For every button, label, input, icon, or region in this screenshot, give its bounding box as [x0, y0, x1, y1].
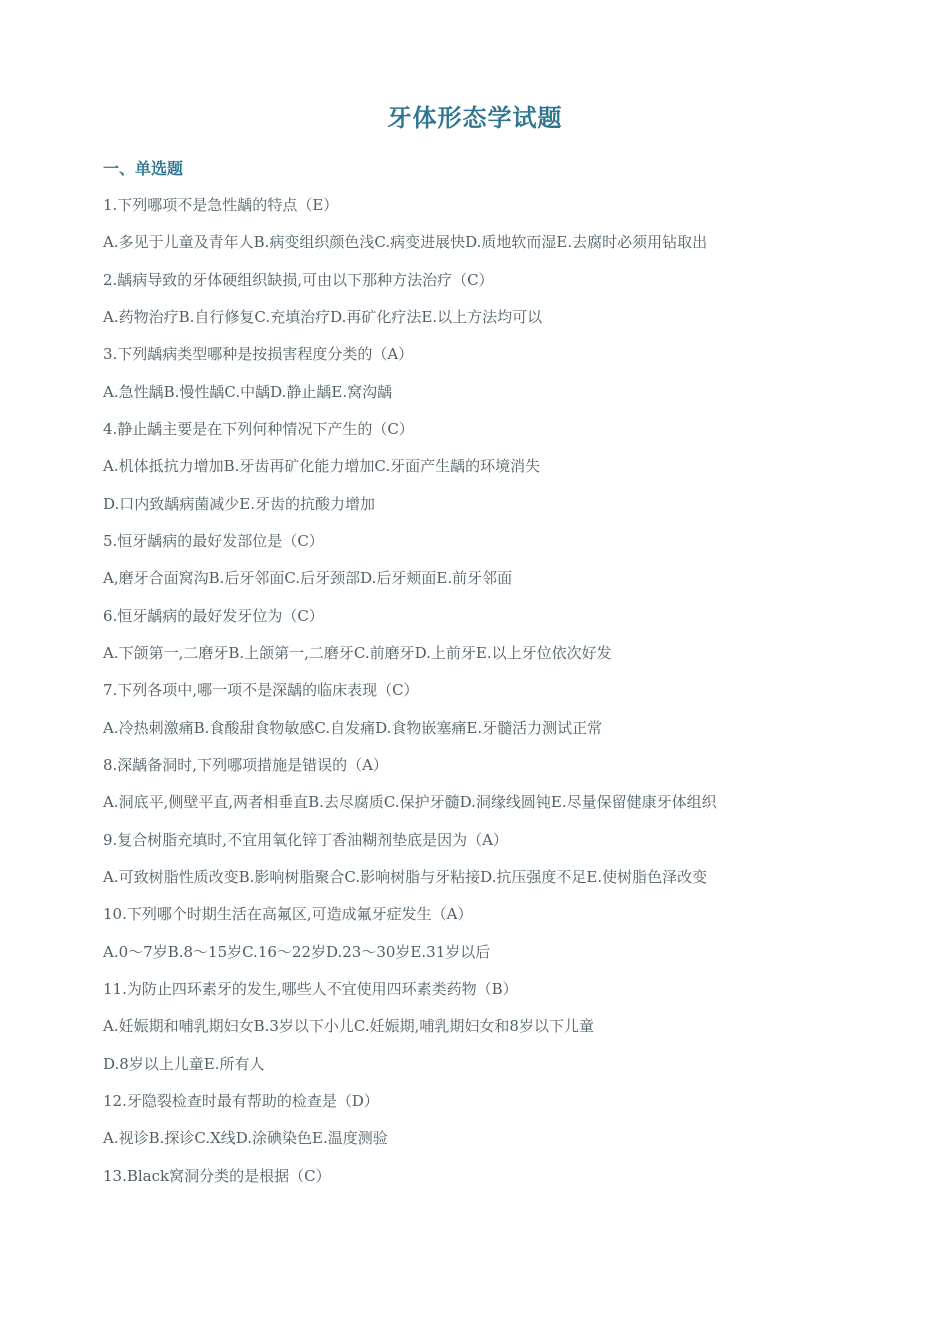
question-line: 4.静止龋主要是在下列何种情况下产生的（C） — [103, 420, 414, 438]
question-line: 6.恒牙龋病的最好发牙位为（C） — [103, 607, 324, 625]
options-line: A.下颌第一,二磨牙B.上颌第一,二磨牙C.前磨牙D.上前牙E.以上牙位依次好发 — [103, 644, 612, 662]
question-line: 2.龋病导致的牙体硬组织缺损,可由以下那种方法治疗（C） — [103, 271, 494, 289]
question-line: 8.深龋备洞时,下列哪项措施是错误的（A） — [103, 756, 388, 774]
options-line: A.洞底平,侧壁平直,两者相垂直B.去尽腐质C.保护牙髓D.洞缘线圆钝E.尽量保留健康牙体组织 — [103, 793, 717, 811]
question-line: 5.恒牙龋病的最好发部位是（C） — [103, 532, 324, 550]
options-line: A.可致树脂性质改变B.影响树脂聚合C.影响树脂与牙粘接D.抗压强度不足E.使树脂色泽改变 — [103, 868, 708, 886]
question-line: 13.Black窝洞分类的是根据（C） — [103, 1167, 331, 1185]
options-line: D.口内致龋病菌减少E.牙齿的抗酸力增加 — [103, 495, 375, 513]
question-line: 9.复合树脂充填时,不宜用氧化锌丁香油糊剂垫底是因为（A） — [103, 831, 508, 849]
question-line: 7.下列各项中,哪一项不是深龋的临床表现（C） — [103, 681, 419, 699]
question-line: 10.下列哪个时期生活在高氟区,可造成氟牙症发生（A） — [103, 905, 473, 923]
options-line: A.机体抵抗力增加B.牙齿再矿化能力增加C.牙面产生龋的环境消失 — [103, 457, 541, 475]
options-line: D.8岁以上儿童E.所有人 — [103, 1055, 265, 1073]
options-line: A,磨牙合面窝沟B.后牙邻面C.后牙颈部D.后牙颊面E.前牙邻面 — [103, 569, 513, 587]
options-line: A.视诊B.探诊C.X线D.涂碘染色E.温度测验 — [103, 1129, 388, 1147]
section-heading: 一、单选题 — [103, 159, 184, 178]
options-line: A.妊娠期和哺乳期妇女B.3岁以下小儿C.妊娠期,哺乳期妇女和8岁以下儿童 — [103, 1017, 594, 1035]
options-line: A.0～7岁B.8～15岁C.16～22岁D.23～30岁E.31岁以后 — [103, 943, 491, 961]
question-line: 12.牙隐裂检查时最有帮助的检查是（D） — [103, 1092, 379, 1110]
options-line: A.药物治疗B.自行修复C.充填治疗D.再矿化疗法E.以上方法均可以 — [103, 308, 543, 326]
options-line: A.急性龋B.慢性龋C.中龋D.静止龋E.窝沟龋 — [103, 383, 393, 401]
options-line: A.冷热刺激痛B.食酸甜食物敏感C.自发痛D.食物嵌塞痛E.牙髓活力测试正常 — [103, 719, 603, 737]
document-title: 牙体形态学试题 — [387, 104, 563, 132]
question-line: 11.为防止四环素牙的发生,哪些人不宜使用四环素类药物（B） — [103, 980, 518, 998]
options-line: A.多见于儿童及青年人B.病变组织颜色浅C.病变进展快D.质地软而湿E.去腐时必须用钻取出 — [103, 233, 708, 251]
question-line: 3.下列龋病类型哪种是按损害程度分类的（A） — [103, 345, 414, 363]
question-line: 1.下列哪项不是急性龋的特点（E） — [103, 196, 339, 214]
